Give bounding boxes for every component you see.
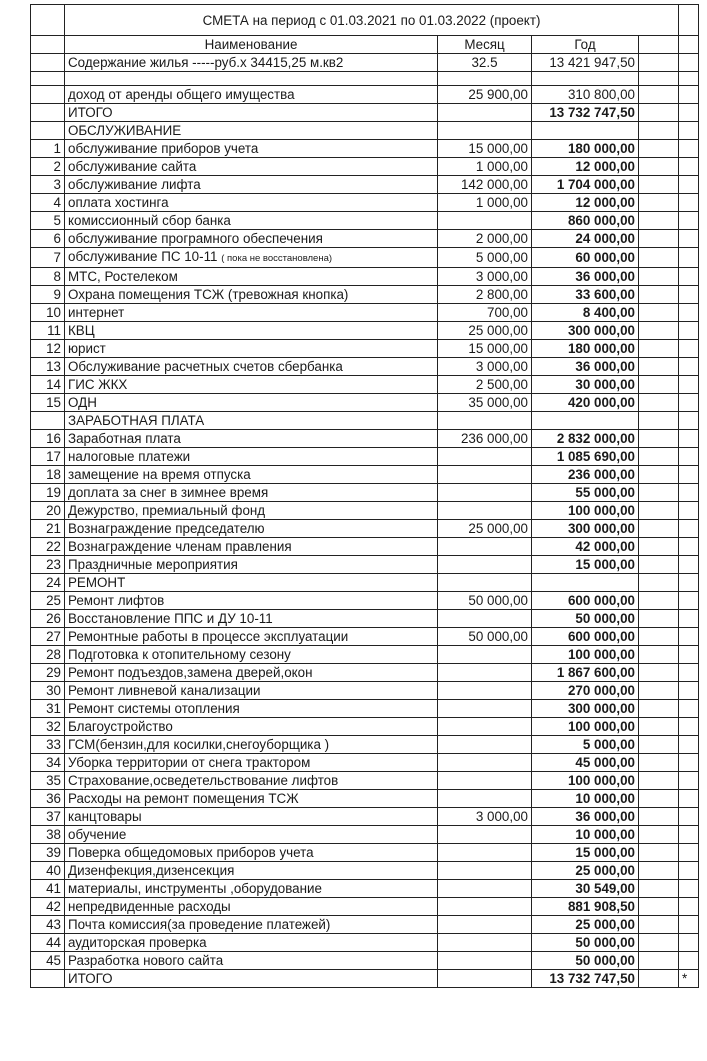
row-name-text: Обслуживание расчетных счетов сбербанка <box>68 359 343 374</box>
row-name-text: Ремонт ливневой канализации <box>68 683 261 698</box>
row-number: 14 <box>31 376 65 394</box>
income-housing-rate: 32.5 <box>438 54 532 72</box>
row-name <box>65 448 438 466</box>
table-row <box>31 844 699 862</box>
row-month <box>438 844 532 862</box>
row-name <box>65 268 438 286</box>
row-number: 37 <box>31 808 65 826</box>
row-name-text: Страхование,осведетельствование лифтов <box>68 773 339 788</box>
row-number: 24 <box>31 574 65 592</box>
row-year <box>532 574 639 592</box>
row-name <box>65 646 438 664</box>
row-name <box>65 520 438 538</box>
row-month <box>438 466 532 484</box>
row-year: 5 000,00 <box>532 736 639 754</box>
income-rent-month: 25 900,00 <box>438 86 532 104</box>
row-name <box>65 376 438 394</box>
grand-total-row <box>31 970 699 988</box>
row-year: 100 000,00 <box>532 718 639 736</box>
row-name-text: Почта комиссия(за проведение платежей) <box>68 917 331 932</box>
row-number: 4 <box>31 194 65 212</box>
row-year: 10 000,00 <box>532 790 639 808</box>
table-row <box>31 772 699 790</box>
grand-total-value: 13 732 747,50 <box>532 970 639 988</box>
row-month <box>438 916 532 934</box>
row-number: 1 <box>31 140 65 158</box>
row-month <box>438 718 532 736</box>
row-name-text: обслуживание сайта <box>68 159 197 174</box>
row-number: 3 <box>31 176 65 194</box>
table-row <box>31 268 699 286</box>
row-name <box>65 610 438 628</box>
row-number: 28 <box>31 646 65 664</box>
row-month <box>438 502 532 520</box>
table-row <box>31 176 699 194</box>
row-name-text: ГСМ(бензин,для косилки,снегоуборщика ) <box>68 737 330 752</box>
header-name: Наименование <box>65 36 438 54</box>
row-name <box>65 862 438 880</box>
row-number: 2 <box>31 158 65 176</box>
row-number: 41 <box>31 880 65 898</box>
row-year: 24 000,00 <box>532 230 639 248</box>
income-total-row <box>31 104 699 122</box>
row-name <box>65 394 438 412</box>
table-row <box>31 340 699 358</box>
row-name-text: Вознаграждение председателю <box>68 521 265 536</box>
row-number: 6 <box>31 230 65 248</box>
total-asterisk: * <box>679 970 699 988</box>
row-name <box>65 880 438 898</box>
row-name-text: Ремонт подъездов,замена дверей,окон <box>68 665 313 680</box>
row-number: 44 <box>31 934 65 952</box>
row-month: 35 000,00 <box>438 394 532 412</box>
row-name <box>65 176 438 194</box>
row-name <box>65 592 438 610</box>
row-year: 42 000,00 <box>532 538 639 556</box>
table-row <box>31 286 699 304</box>
table-row <box>31 538 699 556</box>
income-rent-name: доход от аренды общего имущества <box>65 86 438 104</box>
row-name-text: обслуживание програмного обеспечения <box>68 231 323 246</box>
row-month: 50 000,00 <box>438 628 532 646</box>
row-number: 16 <box>31 430 65 448</box>
row-number: 20 <box>31 502 65 520</box>
row-name-text: материалы, инструменты ,оборудование <box>68 881 322 896</box>
row-year: 1 867 600,00 <box>532 664 639 682</box>
table-row <box>31 194 699 212</box>
row-number: 29 <box>31 664 65 682</box>
row-month <box>438 952 532 970</box>
table-row <box>31 158 699 176</box>
row-number: 27 <box>31 628 65 646</box>
table-row <box>31 448 699 466</box>
row-name-text: обслуживание приборов учета <box>68 141 259 156</box>
row-month <box>438 898 532 916</box>
row-number: 13 <box>31 358 65 376</box>
table-row <box>31 212 699 230</box>
row-name <box>65 212 438 230</box>
row-year: 25 000,00 <box>532 862 639 880</box>
row-name <box>65 574 438 592</box>
row-name <box>65 304 438 322</box>
row-name-text: МТС, Ростелеком <box>68 269 178 284</box>
row-name-text: Уборка территории от снега трактором <box>68 755 311 770</box>
table-row <box>31 736 699 754</box>
row-month: 3 000,00 <box>438 358 532 376</box>
estimate-table <box>30 4 699 988</box>
table-row <box>31 430 699 448</box>
row-month <box>438 934 532 952</box>
row-month: 700,00 <box>438 304 532 322</box>
row-month: 2 000,00 <box>438 230 532 248</box>
row-year: 300 000,00 <box>532 700 639 718</box>
row-month: 15 000,00 <box>438 340 532 358</box>
row-name-text: интернет <box>68 305 125 320</box>
row-month <box>438 682 532 700</box>
row-year: 30 549,00 <box>532 880 639 898</box>
row-name-text: юрист <box>68 341 106 356</box>
row-year: 12 000,00 <box>532 158 639 176</box>
table-row <box>31 574 699 592</box>
row-number: 21 <box>31 520 65 538</box>
row-name-text: непредвиденные расходы <box>68 899 231 914</box>
row-month <box>438 880 532 898</box>
row-month: 1 000,00 <box>438 194 532 212</box>
table-row <box>31 376 699 394</box>
row-name-text: комиссионный сбор банка <box>68 213 231 228</box>
row-number: 22 <box>31 538 65 556</box>
row-number: 45 <box>31 952 65 970</box>
table-row <box>31 754 699 772</box>
page-title: СМЕТА на период с 01.03.2021 по 01.03.2022 (проект) <box>65 5 679 36</box>
row-month <box>438 772 532 790</box>
row-name <box>65 952 438 970</box>
table-row <box>31 862 699 880</box>
row-month <box>438 754 532 772</box>
row-name-text: замещение на время отпуска <box>68 467 251 482</box>
row-year: 1 704 000,00 <box>532 176 639 194</box>
row-name <box>65 826 438 844</box>
row-month <box>438 538 532 556</box>
row-number: 39 <box>31 844 65 862</box>
row-name-text: Поверка общедомовых приборов учета <box>68 845 314 860</box>
row-year: 50 000,00 <box>532 934 639 952</box>
row-name-text: Охрана помещения ТСЖ (тревожная кнопка) <box>68 287 349 302</box>
header-month: Месяц <box>438 36 532 54</box>
table-row <box>31 934 699 952</box>
row-month <box>438 448 532 466</box>
row-year: 25 000,00 <box>532 916 639 934</box>
row-name-text: обучение <box>68 827 127 842</box>
table-row <box>31 808 699 826</box>
row-month <box>438 556 532 574</box>
row-year: 15 000,00 <box>532 556 639 574</box>
row-year: 33 600,00 <box>532 286 639 304</box>
row-number: 32 <box>31 718 65 736</box>
table-row <box>31 898 699 916</box>
row-name-text: Расходы на ремонт помещения ТСЖ <box>68 791 299 806</box>
row-name-text: обслуживание ПС 10-11 <box>68 249 218 264</box>
row-number: 43 <box>31 916 65 934</box>
row-name <box>65 322 438 340</box>
row-year: 10 000,00 <box>532 826 639 844</box>
section-service-title: ОБСЛУЖИВАНИЕ <box>65 122 438 140</box>
row-number: 26 <box>31 610 65 628</box>
row-year: 300 000,00 <box>532 322 639 340</box>
row-name <box>65 844 438 862</box>
row-number: 12 <box>31 340 65 358</box>
row-name-text: Разработка нового сайта <box>68 953 224 968</box>
row-year: 881 908,50 <box>532 898 639 916</box>
table-row <box>31 140 699 158</box>
row-name <box>65 286 438 304</box>
table-row <box>31 358 699 376</box>
table-row <box>31 484 699 502</box>
section-salary-row <box>31 412 699 430</box>
row-month <box>438 826 532 844</box>
row-month: 3 000,00 <box>438 268 532 286</box>
row-name-text: Ремонтные работы в процессе эксплуатации <box>68 629 349 644</box>
table-row <box>31 700 699 718</box>
row-year: 860 000,00 <box>532 212 639 230</box>
row-name <box>65 718 438 736</box>
row-name <box>65 628 438 646</box>
header-year: Год <box>532 36 639 54</box>
row-name-text: оплата хостинга <box>68 195 169 210</box>
row-number: 8 <box>31 268 65 286</box>
row-name <box>65 808 438 826</box>
row-number: 31 <box>31 700 65 718</box>
table-row <box>31 826 699 844</box>
row-number: 18 <box>31 466 65 484</box>
income-total-value: 13 732 747,50 <box>532 104 639 122</box>
row-name-text: Заработная плата <box>68 431 181 446</box>
row-month: 15 000,00 <box>438 140 532 158</box>
row-number: 35 <box>31 772 65 790</box>
row-number: 9 <box>31 286 65 304</box>
income-total-label: ИТОГО <box>65 104 438 122</box>
table-row <box>31 790 699 808</box>
row-month: 2 500,00 <box>438 376 532 394</box>
row-year: 45 000,00 <box>532 754 639 772</box>
income-housing-year: 13 421 947,50 <box>532 54 639 72</box>
row-name-text: доплата за снег в зимнее время <box>68 485 269 500</box>
table-row <box>31 628 699 646</box>
row-name <box>65 484 438 502</box>
table-row <box>31 646 699 664</box>
row-month <box>438 664 532 682</box>
row-number: 5 <box>31 212 65 230</box>
row-name <box>65 140 438 158</box>
row-name-text: ОДН <box>68 395 97 410</box>
row-month: 25 000,00 <box>438 322 532 340</box>
grand-total-label: ИТОГО <box>65 970 438 988</box>
section-salary-title: ЗАРАБОТНАЯ ПЛАТА <box>65 412 438 430</box>
row-name <box>65 538 438 556</box>
row-year: 8 400,00 <box>532 304 639 322</box>
row-name <box>65 934 438 952</box>
row-number: 15 <box>31 394 65 412</box>
row-number: 10 <box>31 304 65 322</box>
table-row <box>31 520 699 538</box>
row-number: 30 <box>31 682 65 700</box>
row-name-text: обслуживание лифта <box>68 177 201 192</box>
row-name <box>65 700 438 718</box>
blank-row <box>31 72 699 86</box>
row-number: 25 <box>31 592 65 610</box>
row-name-text: Ремонт лифтов <box>68 593 165 608</box>
row-name <box>65 556 438 574</box>
row-name-text: Праздничные мероприятия <box>68 557 238 572</box>
table-row <box>31 592 699 610</box>
row-month: 1 000,00 <box>438 158 532 176</box>
row-year: 36 000,00 <box>532 268 639 286</box>
income-rent-year: 310 800,00 <box>532 86 639 104</box>
income-rent-row <box>31 86 699 104</box>
row-name <box>65 340 438 358</box>
row-number: 33 <box>31 736 65 754</box>
row-year: 15 000,00 <box>532 844 639 862</box>
table-row <box>31 718 699 736</box>
row-name-text: Вознаграждение членам правления <box>68 539 292 554</box>
row-name-text: налоговые платежи <box>68 449 191 464</box>
row-name-text: Подготовка к отопительному сезону <box>68 647 291 662</box>
row-number: 11 <box>31 322 65 340</box>
table-row <box>31 230 699 248</box>
row-name <box>65 664 438 682</box>
row-note: ( пока не восстановлена) <box>221 253 333 264</box>
row-month: 3 000,00 <box>438 808 532 826</box>
row-name-text: ГИС ЖКХ <box>68 377 128 392</box>
table-row <box>31 952 699 970</box>
table-row <box>31 322 699 340</box>
income-housing-row <box>31 54 699 72</box>
row-name-text: КВЦ <box>68 323 95 338</box>
section-service-row <box>31 122 699 140</box>
row-month <box>438 574 532 592</box>
row-year: 180 000,00 <box>532 340 639 358</box>
table-row <box>31 502 699 520</box>
row-year: 600 000,00 <box>532 628 639 646</box>
row-month: 5 000,00 <box>438 248 532 268</box>
table-row <box>31 466 699 484</box>
row-number: 36 <box>31 790 65 808</box>
row-month: 2 800,00 <box>438 286 532 304</box>
row-name <box>65 772 438 790</box>
row-name-text: канцтовары <box>68 809 142 824</box>
row-name <box>65 754 438 772</box>
title-row <box>31 5 699 36</box>
row-year: 420 000,00 <box>532 394 639 412</box>
row-year: 30 000,00 <box>532 376 639 394</box>
table-row <box>31 248 699 268</box>
row-year: 270 000,00 <box>532 682 639 700</box>
row-year: 50 000,00 <box>532 610 639 628</box>
row-year: 2 832 000,00 <box>532 430 639 448</box>
row-year: 1 085 690,00 <box>532 448 639 466</box>
table-row <box>31 682 699 700</box>
row-number: 42 <box>31 898 65 916</box>
table-row <box>31 556 699 574</box>
row-month <box>438 736 532 754</box>
row-name <box>65 502 438 520</box>
row-name-text: Благоустройство <box>68 719 173 734</box>
row-name-text: аудиторская проверка <box>68 935 207 950</box>
row-name <box>65 466 438 484</box>
row-name <box>65 916 438 934</box>
row-month <box>438 646 532 664</box>
row-year: 36 000,00 <box>532 358 639 376</box>
row-year: 100 000,00 <box>532 772 639 790</box>
row-name <box>65 248 438 268</box>
table-row <box>31 304 699 322</box>
row-number: 34 <box>31 754 65 772</box>
row-name-text: Дежурство, премиальный фонд <box>68 503 266 518</box>
row-year: 50 000,00 <box>532 952 639 970</box>
table-row <box>31 394 699 412</box>
row-month <box>438 610 532 628</box>
header-row <box>31 36 699 54</box>
row-number: 38 <box>31 826 65 844</box>
row-year: 36 000,00 <box>532 808 639 826</box>
row-number: 23 <box>31 556 65 574</box>
table-row <box>31 880 699 898</box>
row-month <box>438 700 532 718</box>
row-month: 50 000,00 <box>438 592 532 610</box>
row-month: 25 000,00 <box>438 520 532 538</box>
row-name-text: Ремонт системы отопления <box>68 701 240 716</box>
row-month <box>438 212 532 230</box>
row-name <box>65 736 438 754</box>
table-row <box>31 916 699 934</box>
row-number: 40 <box>31 862 65 880</box>
row-name-text: Восстановление ППС и ДУ 10-11 <box>68 611 273 626</box>
row-year: 100 000,00 <box>532 646 639 664</box>
row-month <box>438 862 532 880</box>
row-year: 100 000,00 <box>532 502 639 520</box>
row-year: 60 000,00 <box>532 248 639 268</box>
row-name <box>65 682 438 700</box>
row-number: 7 <box>31 248 65 268</box>
row-name <box>65 430 438 448</box>
table-row <box>31 610 699 628</box>
row-name <box>65 230 438 248</box>
row-year: 600 000,00 <box>532 592 639 610</box>
row-name <box>65 358 438 376</box>
row-month <box>438 790 532 808</box>
row-month: 142 000,00 <box>438 176 532 194</box>
row-year: 12 000,00 <box>532 194 639 212</box>
row-name <box>65 158 438 176</box>
table-row <box>31 664 699 682</box>
row-name-text: Дизенфекция,дизенсекция <box>68 863 235 878</box>
row-month: 236 000,00 <box>438 430 532 448</box>
row-number: 17 <box>31 448 65 466</box>
row-year: 55 000,00 <box>532 484 639 502</box>
row-name <box>65 898 438 916</box>
row-number: 19 <box>31 484 65 502</box>
row-month <box>438 484 532 502</box>
row-year: 300 000,00 <box>532 520 639 538</box>
row-name-text: РЕМОНТ <box>68 575 126 590</box>
row-year: 180 000,00 <box>532 140 639 158</box>
row-year: 236 000,00 <box>532 466 639 484</box>
row-name <box>65 790 438 808</box>
income-housing-name: Содержание жилья -----руб.х 34415,25 м.кв2 <box>65 54 438 72</box>
row-name <box>65 194 438 212</box>
